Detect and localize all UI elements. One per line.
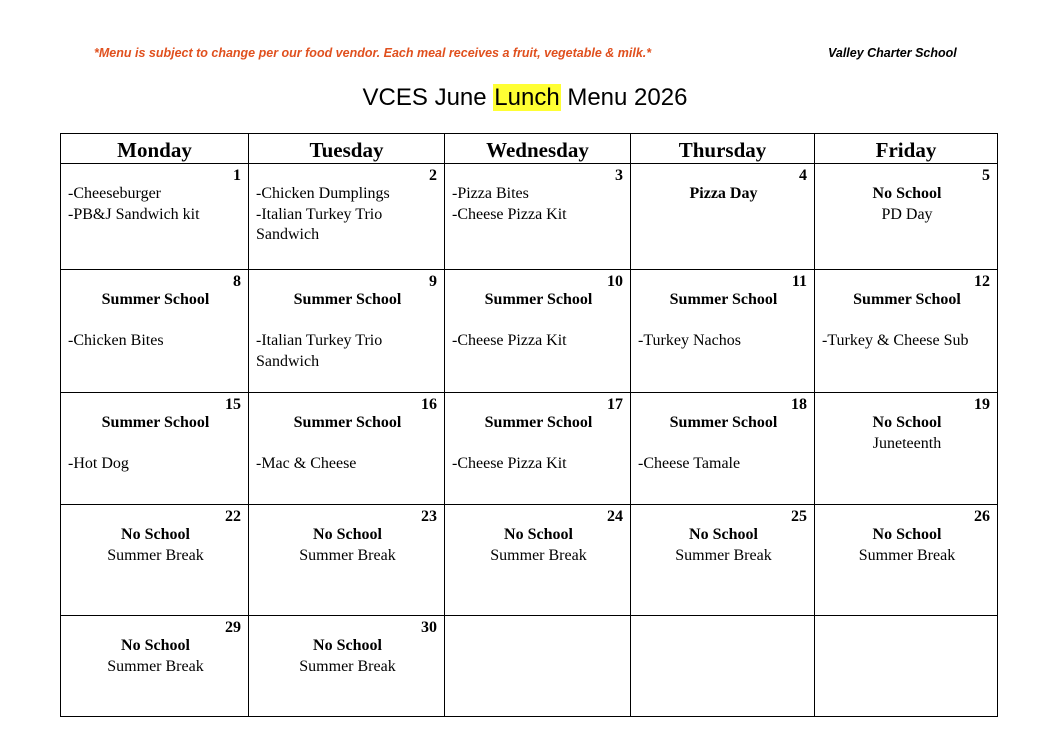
day-subtitle: PD Day [881, 205, 933, 223]
day-number: 2 [429, 167, 437, 184]
day-number: 29 [225, 619, 241, 636]
spacer [638, 434, 809, 455]
day-header-tuesday: Tuesday [249, 134, 445, 164]
day-content [249, 505, 444, 566]
day-number: 25 [791, 508, 807, 525]
menu-item: -Cheeseburger [68, 185, 161, 202]
menu-item: -Cheese Tamale [638, 455, 741, 472]
day-content [249, 270, 444, 372]
day-cell [631, 270, 815, 393]
day-subtitle: Summer Break [858, 546, 956, 564]
day-number: 5 [982, 167, 990, 184]
menu-item: -Mac & Cheese [256, 455, 357, 472]
menu-item: -PB&J Sandwich kit [68, 205, 200, 223]
week-row [61, 270, 998, 393]
day-cell [445, 164, 631, 270]
day-number: 4 [799, 167, 807, 184]
spacer [256, 434, 439, 455]
title-suffix: Menu 2026 [560, 84, 688, 111]
day-heading: No School [689, 526, 758, 543]
day-heading: Summer School [101, 414, 210, 431]
menu-item: -Cheese Pizza Kit [452, 205, 567, 223]
day-content [815, 393, 997, 454]
day-content [445, 270, 630, 352]
menu-item: -Italian Turkey Trio Sandwich [256, 205, 383, 243]
menu-item: -Cheese Pizza Kit [452, 455, 567, 472]
day-subtitle: Summer Break [675, 546, 772, 564]
day-heading: No School [872, 526, 942, 543]
day-content [249, 393, 444, 475]
day-cell [631, 164, 815, 270]
day-cell [631, 393, 815, 505]
day-content [61, 164, 248, 225]
day-number: 8 [233, 273, 241, 290]
day-number: 3 [615, 167, 623, 184]
day-subtitle: Summer Break [299, 546, 396, 564]
day-subtitle: Summer Break [107, 657, 204, 675]
day-heading: No School [121, 526, 190, 543]
day-header-wednesday: Wednesday [445, 134, 631, 164]
day-cell [815, 164, 998, 270]
day-number: 15 [225, 396, 241, 413]
day-content [61, 505, 248, 566]
page-title [0, 84, 1050, 112]
day-number: 22 [225, 508, 241, 525]
day-content [61, 270, 248, 352]
day-number: 17 [607, 396, 623, 413]
day-number: 19 [974, 396, 990, 413]
day-number: 10 [607, 273, 623, 290]
day-cell [61, 164, 249, 270]
day-cell [815, 270, 998, 393]
day-content [61, 393, 248, 475]
menu-item: -Pizza Bites [452, 185, 529, 202]
day-cell [249, 164, 445, 270]
menu-item: -Italian Turkey Trio Sandwich [256, 332, 383, 370]
special-day-label: Pizza Day [689, 185, 758, 202]
title-highlight: Lunch [494, 84, 560, 111]
day-cell [61, 393, 249, 505]
day-content [445, 393, 630, 475]
day-content [631, 393, 814, 475]
menu-notice: *Menu is subject to change per our food vendor. Each meal receives a fruit, vegetable & milk.* [94, 46, 652, 60]
week-row [61, 393, 998, 505]
day-cell [249, 616, 445, 717]
empty-day-cell [445, 616, 631, 717]
menu-item: -Chicken Dumplings [256, 185, 390, 202]
weekday-header-row [61, 134, 998, 164]
empty-day-cell [815, 616, 998, 717]
day-heading: No School [313, 526, 382, 543]
day-number: 26 [974, 508, 990, 525]
day-cell [815, 393, 998, 505]
menu-item: -Cheese Pizza Kit [452, 332, 567, 349]
day-content [249, 616, 444, 677]
day-heading: Summer School [484, 291, 593, 308]
menu-item: -Chicken Bites [68, 332, 164, 349]
spacer [822, 311, 992, 332]
menu-item: -Turkey & Cheese Sub [822, 332, 969, 349]
day-heading: No School [872, 414, 942, 431]
day-content [815, 270, 997, 352]
day-content [631, 505, 814, 566]
day-cell [61, 505, 249, 616]
spacer [256, 311, 439, 332]
day-cell [61, 616, 249, 717]
day-heading: No School [872, 185, 942, 202]
day-cell [631, 505, 815, 616]
day-header-monday: Monday [61, 134, 249, 164]
spacer [68, 311, 243, 332]
day-heading: Summer School [293, 414, 402, 431]
day-number: 23 [421, 508, 437, 525]
day-cell [249, 393, 445, 505]
day-heading: Summer School [484, 414, 593, 431]
day-number: 12 [974, 273, 990, 290]
menu-item: -Turkey Nachos [638, 332, 741, 349]
day-content [445, 164, 630, 225]
day-subtitle: Summer Break [490, 546, 587, 564]
day-number: 1 [233, 167, 241, 184]
week-row [61, 616, 998, 717]
day-number: 30 [421, 619, 437, 636]
day-heading: Summer School [293, 291, 402, 308]
spacer [452, 311, 625, 332]
day-cell [445, 270, 631, 393]
spacer [452, 434, 625, 455]
day-number: 18 [791, 396, 807, 413]
day-cell [445, 505, 631, 616]
day-content [631, 164, 814, 205]
day-cell [445, 393, 631, 505]
day-subtitle: Summer Break [107, 546, 204, 564]
day-cell [249, 505, 445, 616]
day-heading: No School [504, 526, 573, 543]
day-content [61, 616, 248, 677]
day-content [815, 164, 997, 225]
spacer [68, 434, 243, 455]
day-heading: No School [121, 637, 190, 654]
day-heading: Summer School [853, 291, 961, 308]
empty-day-cell [631, 616, 815, 717]
day-heading: Summer School [669, 291, 778, 308]
day-cell [249, 270, 445, 393]
day-number: 9 [429, 273, 437, 290]
school-name: Valley Charter School [828, 46, 957, 60]
day-subtitle: Juneteenth [872, 434, 942, 452]
day-heading: No School [313, 637, 382, 654]
week-row [61, 505, 998, 616]
day-number: 24 [607, 508, 623, 525]
day-cell [61, 270, 249, 393]
day-number: 11 [791, 273, 807, 290]
day-content [249, 164, 444, 246]
week-row [61, 164, 998, 270]
day-header-friday: Friday [815, 134, 998, 164]
title-prefix: VCES June [362, 84, 494, 111]
menu-item: -Hot Dog [68, 455, 129, 472]
day-content [815, 505, 997, 566]
day-heading: Summer School [101, 291, 210, 308]
spacer [638, 311, 809, 332]
day-number: 16 [421, 396, 437, 413]
day-content [631, 270, 814, 352]
day-cell [815, 505, 998, 616]
day-header-thursday: Thursday [631, 134, 815, 164]
day-subtitle: Summer Break [299, 657, 396, 675]
day-content [445, 505, 630, 566]
day-heading: Summer School [669, 414, 778, 431]
lunch-calendar [60, 133, 998, 717]
